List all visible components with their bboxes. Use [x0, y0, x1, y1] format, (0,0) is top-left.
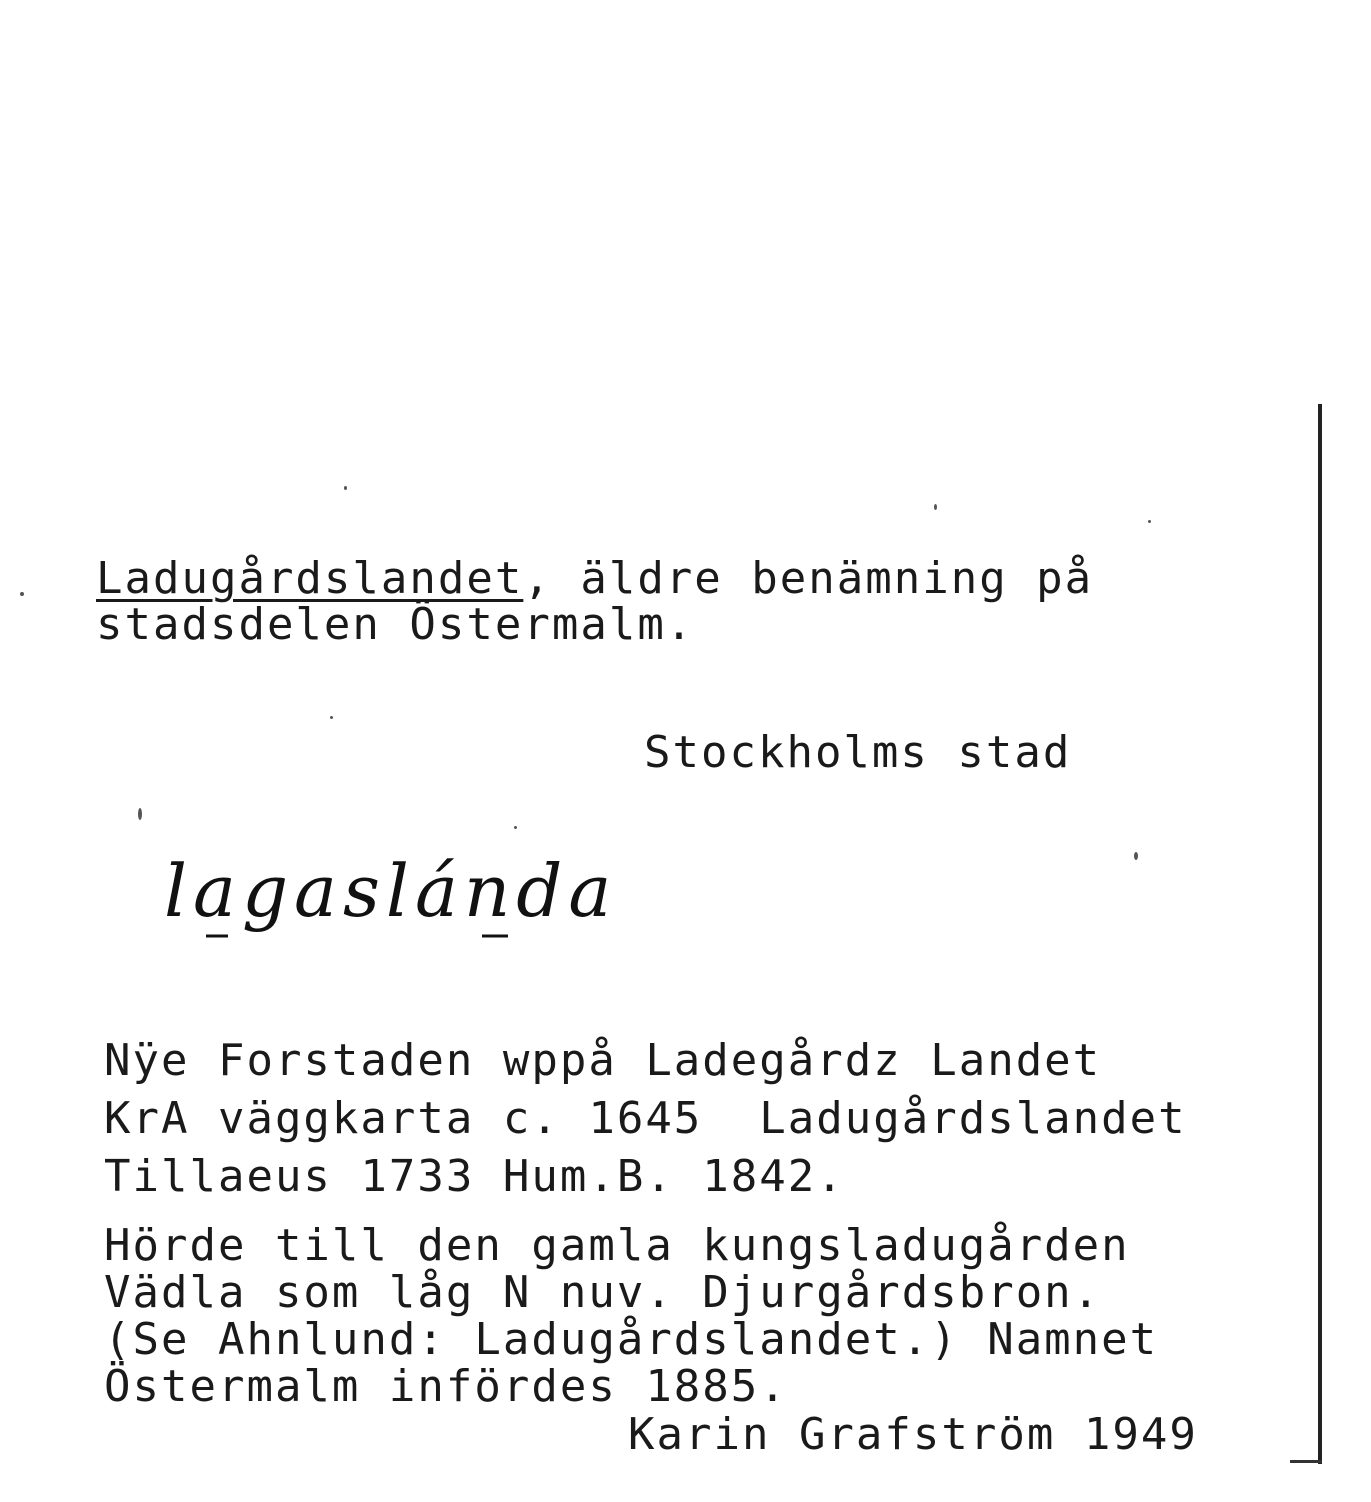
- definition-line-2: stadsdelen Östermalm.: [96, 599, 695, 650]
- card-bottom-border: [1290, 1460, 1322, 1463]
- handwritten-pronunciation: [164, 836, 644, 956]
- pronunciation-text: lagaslánda: [164, 849, 618, 933]
- definition-block: [96, 553, 1094, 650]
- history-line: Hörde till den gamla kungsladugården: [104, 1220, 1130, 1271]
- source-line: Tillaeus 1733 Hum.B. 1842.: [104, 1151, 845, 1202]
- source-line: Nÿe Forstaden wppå Ladegårdz Landet: [104, 1035, 1102, 1086]
- location-line: Stockholms stad: [644, 727, 1072, 778]
- paper-speck: [1134, 852, 1138, 860]
- headword: Ladugårdslandet: [96, 553, 524, 604]
- paper-speck: [330, 716, 333, 719]
- sources-block: [104, 1032, 1187, 1206]
- history-block: [104, 1222, 1158, 1410]
- history-line: (Se Ahnlund: Ladugårdslandet.) Namnet: [104, 1314, 1159, 1365]
- history-line: Vädla som låg N nuv. Djurgårdsbron.: [104, 1267, 1102, 1318]
- paper-speck: [1148, 520, 1151, 523]
- author-signature: Karin Grafström 1949: [628, 1409, 1198, 1460]
- history-line: Östermalm infördes 1885.: [104, 1361, 788, 1412]
- definition-line-1-rest: , äldre benämning på: [523, 553, 1094, 604]
- paper-speck: [20, 592, 24, 596]
- paper-speck: [514, 826, 517, 829]
- paper-speck: [934, 504, 937, 510]
- paper-speck: [138, 808, 142, 820]
- paper-speck: [344, 486, 347, 490]
- source-line: KrA väggkarta c. 1645 Ladugårdslandet: [104, 1093, 1187, 1144]
- card-right-border: [1318, 404, 1322, 1464]
